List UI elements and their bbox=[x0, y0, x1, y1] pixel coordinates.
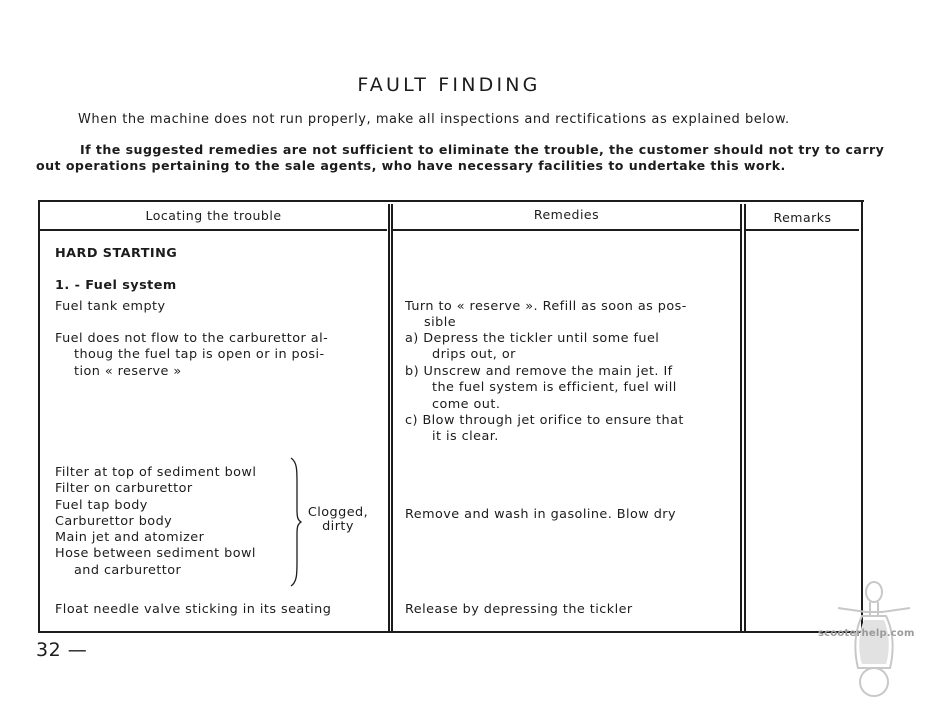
trouble-no-flow-line-1: Fuel does not flow to the carburettor al- bbox=[55, 331, 329, 346]
remedy-c bbox=[405, 413, 684, 446]
watermark-text: scooterhelp.com bbox=[818, 628, 915, 639]
trouble-tank-empty: Fuel tank empty bbox=[55, 299, 166, 314]
remedy-c-line-2: it is clear. bbox=[432, 429, 499, 445]
header-underline-3 bbox=[746, 229, 859, 231]
remedy-a-line-1: a) Depress the tickler until some fuel bbox=[405, 331, 660, 346]
remedy-tank bbox=[405, 299, 687, 332]
page-title: FAULT FINDING bbox=[357, 74, 541, 96]
remedy-b-line-2: the fuel system is efficient, fuel will bbox=[432, 380, 677, 396]
clogged-label bbox=[307, 506, 369, 534]
clogged-item: Filter at top of sediment bowl bbox=[55, 465, 257, 480]
trouble-no-flow bbox=[55, 331, 328, 380]
table-top-border bbox=[38, 200, 864, 202]
remedy-b-line-1: b) Unscrew and remove the main jet. If bbox=[405, 364, 673, 379]
remedy-a bbox=[405, 331, 659, 364]
remedy-c-line-1: c) Blow through jet orifice to ensure that bbox=[405, 413, 684, 428]
table-right-border bbox=[861, 200, 863, 633]
table-divider-2a bbox=[740, 204, 742, 631]
trouble-float-needle: Float needle valve sticking in its seating bbox=[55, 602, 332, 617]
warning-line-1: If the suggested remedies are not sufficient to eliminate the trouble, the customer should not try to carry bbox=[80, 142, 885, 157]
curly-brace-icon bbox=[289, 456, 303, 588]
remedy-clogged: Remove and wash in gasoline. Blow dry bbox=[405, 507, 677, 522]
table-bottom-border bbox=[38, 631, 864, 633]
clogged-items-list bbox=[55, 465, 256, 579]
header-underline-1 bbox=[40, 229, 387, 231]
remedy-float: Release by depressing the tickler bbox=[405, 602, 633, 617]
header-remarks: Remarks bbox=[773, 210, 832, 225]
header-underline-2 bbox=[393, 229, 740, 231]
clogged-item: Fuel tap body bbox=[55, 497, 148, 513]
clogged-label-line-2: dirty bbox=[322, 519, 354, 534]
page-number: 32 — bbox=[36, 639, 88, 661]
remedy-tank-line-2: sible bbox=[424, 315, 457, 331]
remedy-b-line-3: come out. bbox=[432, 396, 501, 412]
header-remedies: Remedies bbox=[533, 207, 600, 222]
clogged-item: Main jet and atomizer bbox=[55, 530, 205, 546]
table-divider-1a bbox=[388, 204, 390, 631]
trouble-no-flow-line-2: thoug the fuel tap is open or in posi- bbox=[74, 347, 325, 363]
clogged-item: Filter on carburettor bbox=[55, 481, 193, 497]
clogged-item: and carburettor bbox=[74, 562, 182, 578]
remedy-b bbox=[405, 364, 677, 413]
clogged-item: Hose between sediment bowl bbox=[55, 546, 256, 562]
table-divider-1b bbox=[391, 204, 393, 631]
table-left-border bbox=[38, 200, 40, 633]
table-divider-2b bbox=[744, 204, 746, 631]
subsection-title: 1. - Fuel system bbox=[55, 278, 177, 293]
trouble-no-flow-line-3: tion « reserve » bbox=[74, 363, 182, 379]
intro-paragraph: When the machine does not run properly, make all inspections and rectifications as explained below. bbox=[78, 112, 790, 127]
header-locating: Locating the trouble bbox=[145, 208, 282, 223]
clogged-item: Carburettor body bbox=[55, 513, 173, 529]
remedy-tank-line-1: Turn to « reserve ». Refill as soon as pos- bbox=[405, 299, 687, 314]
remedy-a-line-2: drips out, or bbox=[432, 347, 516, 363]
clogged-label-line-1: Clogged, bbox=[307, 505, 369, 520]
warning-line-2: out operations pertaining to the sale agents, who have necessary facilities to undertake this work. bbox=[36, 158, 786, 173]
section-title: HARD STARTING bbox=[55, 246, 178, 261]
